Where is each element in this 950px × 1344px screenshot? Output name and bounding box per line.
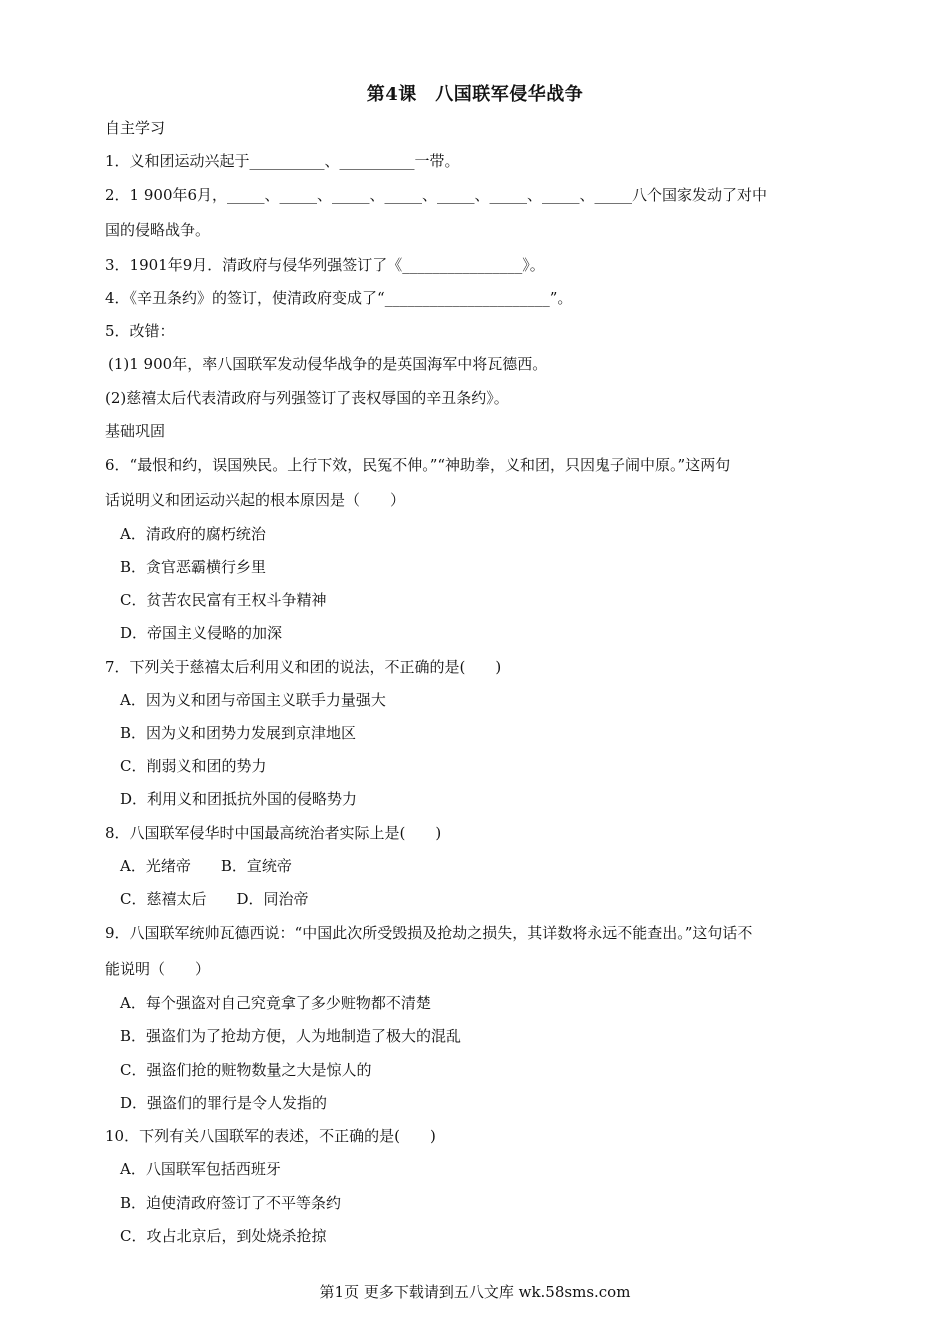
- question-8-options-ab: A．光绪帝 B．宣统帝: [120, 857, 292, 875]
- question-10-option-c: C．攻占北京后，到处烧杀抢掠: [120, 1227, 327, 1245]
- question-10: 10．下列有关八国联军的表述，不正确的是( ): [105, 1127, 436, 1145]
- page-footer: 第1页 更多下载请到五八文库 wk.58sms.com: [319, 1283, 631, 1301]
- question-2-line-1: 2．1 900年6月，_____、_____、_____、_____、_____、_____、_____、_____八个国家发动了对中: [105, 186, 768, 204]
- question-7-option-b: B．因为义和团势力发展到京津地区: [120, 724, 357, 742]
- question-9-line-2: 能说明（ ）: [105, 960, 211, 978]
- question-6-option-d: D．帝国主义侵略的加深: [120, 624, 283, 642]
- question-7: 7．下列关于慈禧太后利用义和团的说法，不正确的是( ): [105, 658, 502, 676]
- section-heading-self-study: 自主学习: [105, 119, 166, 137]
- question-9-option-b: B．强盗们为了抢劫方便，人为地制造了极大的混乱: [120, 1027, 462, 1045]
- question-9-option-d: D．强盗们的罪行是令人发指的: [120, 1094, 328, 1112]
- question-9-option-c: C．强盗们抢的赃物数量之大是惊人的: [120, 1061, 372, 1079]
- question-10-option-a: A．八国联军包括西班牙: [120, 1160, 281, 1178]
- question-1: 1．义和团运动兴起于__________、__________一带。: [105, 152, 460, 170]
- question-9-option-a: A．每个强盗对自己究竟拿了多少赃物都不清楚: [120, 994, 431, 1012]
- question-7-option-d: D．利用义和团抵抗外国的侵略势力: [120, 790, 358, 808]
- question-9-line-1: 9．八国联军统帅瓦德西说：“中国此次所受毁损及抢劫之损失，其详数将永远不能查出。”这句话不: [105, 924, 753, 942]
- question-6-option-c: C．贫苦农民富有王权斗争精神: [120, 591, 327, 609]
- question-6-line-2: 话说明义和团运动兴起的根本原因是（ ）: [105, 491, 406, 509]
- section-heading-basic: 基础巩固: [105, 422, 166, 440]
- question-4: 4．《辛丑条约》的签订，使清政府变成了“______________________”。: [105, 289, 573, 307]
- question-7-option-a: A．因为义和团与帝国主义联手力量强大: [120, 691, 386, 709]
- question-2-line-2: 国的侵略战争。: [105, 221, 211, 239]
- question-6-option-b: B．贪官恶霸横行乡里: [120, 558, 267, 576]
- lesson-title: 第4课 八国联军侵华战争: [366, 84, 584, 105]
- question-5-item-1: (1)1 900年，率八国联军发动侵华战争的是英国海军中将瓦德西。: [108, 355, 548, 373]
- question-5: 5．改错：: [105, 322, 175, 340]
- question-7-option-c: C．削弱义和团的势力: [120, 757, 267, 775]
- question-8-options-cd: C．慈禧太后 D．同治帝: [120, 890, 309, 908]
- question-6-option-a: A．清政府的腐朽统治: [120, 525, 266, 543]
- question-3: 3．1901年9月．清政府与侵华列强签订了《________________》。: [105, 256, 545, 274]
- question-6-line-1: 6．“最恨和约，误国殃民。上行下效，民冤不伸。”“神助拳，义和团，只因鬼子闹中原。”这两句: [105, 456, 731, 474]
- question-5-item-2: (2)慈禧太后代表清政府与列强签订了丧权辱国的辛丑条约》。: [105, 389, 509, 407]
- question-8: 8．八国联军侵华时中国最高统治者实际上是( ): [105, 824, 442, 842]
- question-10-option-b: B．迫使清政府签订了不平等条约: [120, 1194, 342, 1212]
